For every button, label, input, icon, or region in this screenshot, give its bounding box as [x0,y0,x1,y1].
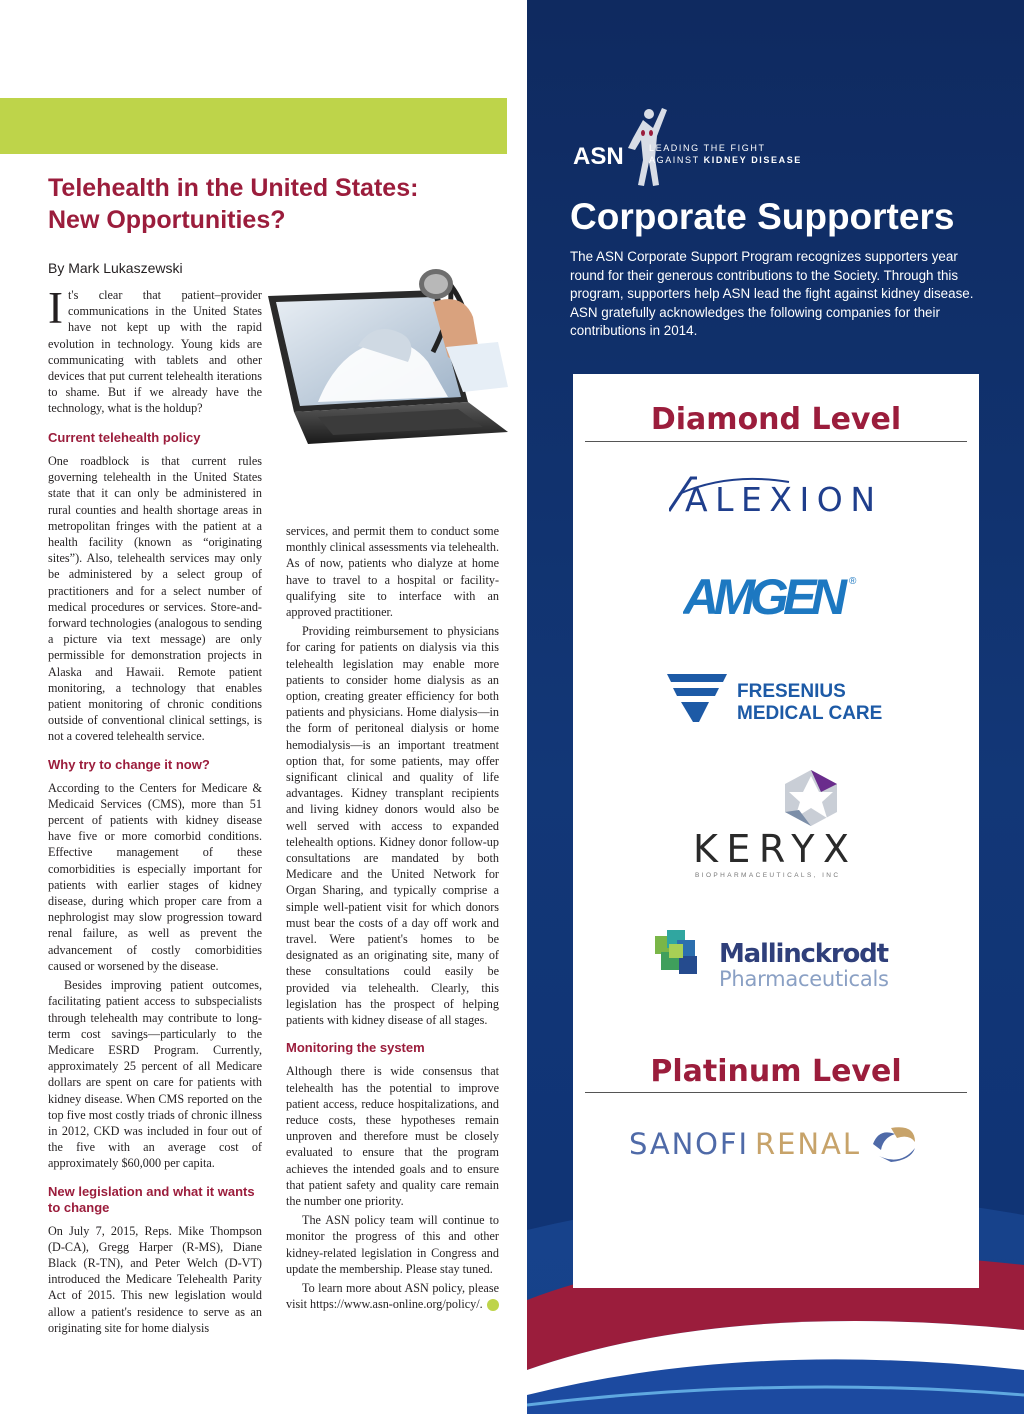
drop-cap: I [48,283,63,333]
platinum-level-heading: Platinum Level [650,1054,902,1089]
amgen-logo [683,566,863,626]
paragraph-col2-1: services, and permit them to conduct some monthly clinical assessments via telehealth. As of now, patients who dialyze at home have to travel to a hospital or facility-qualifying site to interface with an approved practitioner. [286,524,499,620]
article-column-2 [286,523,499,1312]
section-heading-current-policy: Current telehealth policy [48,430,201,445]
keryx-logo [691,770,861,882]
alexion-wordmark: ALEXION [685,480,875,514]
platinum-divider [585,1092,967,1093]
section-heading-monitoring: Monitoring the system [286,1040,425,1056]
sponsor-logos-panel [573,374,979,1288]
mallinckrodt-line-2: Pharmaceuticals [719,967,889,990]
article-intro [48,283,262,417]
article-title-line-2: New Opportunities? [48,206,286,234]
diamond-level-heading: Diamond Level [650,402,902,437]
article-title-line-1: Telehealth in the United States: [48,174,419,202]
paragraph-why-2: Besides improving patient outcomes, facilitating patient access to subspecialists through telehealth may contribute to long-term cost savings—particularly to the Medicare ESRD Program. Currently, approximately 25 percent of all Medicare dollars are spent on care for patients with kidney disease. When CMS reported on the top five most costly triads of chronic illness in 2012, CKD was included in four out of the five with an average cost of approximately $60,000 per capita. [48,978,262,1171]
article-column-1 [48,430,262,1336]
end-mark-icon [487,1299,499,1311]
header-color-bar [0,98,507,154]
sidebar-description: The ASN Corporate Support Program recognizes supporters year round for their generous contributions to the Society. Through this program, supporters help ASN lead the fight against kidney disease. ASN gratefully acknowledges the following companies for their contributions in 2014. [570,249,974,338]
diamond-divider [585,441,967,442]
paragraph-monitoring-3 [286,1280,499,1312]
paragraph-current-policy: One roadblock is that current rules governing telehealth in the United States state that it can only be administered in rural counties and health shortage areas in metropolitan fringes with the patient at a health facility (known as “originating sites”). Also, telehealth services may only be administered by a select group of practitioners and for a select number of medical procedures or services. Store-and-forward technologies (analogous to sending a picture via text message) are only permissible for demonstration projects in Alaska and Hawaii. Remote patient monitoring, a technology that enables patient monitoring of chronic conditions outside of conventional clinical settings, is not a covered telehealth service. [48,454,262,744]
section-heading-new-legislation: New legislation and what it wants to change [48,1183,255,1215]
sanofi-renal-logo [629,1122,929,1166]
fresenius-logo [667,674,907,726]
paragraph-monitoring-1: Although there is wide consensus that telehealth has the potential to improve patient access, reduce hospitalizations, and reduce costs, these hypotheses remain unproven and therefore must be closely evaluated to ensure that the program achieves the intended goals and to ensure that patient safety and quality care remain the number one priority. [286,1064,499,1208]
intro-paragraph: t's clear that patient–provider communications in the United States have not kept up with the rapid evolution in technology. Young kids are communicating with tablets and other devices that put current telehealth iterations to shame. But if we already have the technology, what is the holdup? [48,288,262,416]
keryx-subtitle: BIOPHARMACEUTICALS, INC [695,872,841,879]
sidebar-title: Corporate Supporters [570,196,955,237]
section-heading-why-change: Why try to change it now? [48,756,210,772]
paragraph-monitoring-2: The ASN policy team will continue to monitor the progress of this and other kidney-related legislation in Congress and update the membership. Please stay tuned. [286,1213,499,1276]
policy-link-text: To learn more about ASN policy, please visit https://www.asn-online.org/policy/. [286,1280,499,1312]
asn-tagline [649,142,802,166]
sanofi-wordmark: SANOFI [629,1127,747,1161]
tagline-bold: KIDNEY DISEASE [703,155,802,165]
keryx-wordmark: KERYX [693,827,849,871]
byline: By Mark Lukaszewski [48,260,183,276]
fresenius-line-1: FRESENIUS [737,681,846,702]
renal-wordmark: RENAL [755,1127,859,1161]
asn-wordmark: ASN [573,143,624,170]
fresenius-line-2: MEDICAL CARE [737,703,883,724]
article-title [48,172,488,236]
corporate-supporters-sidebar [527,0,1024,1414]
amgen-registered-mark: ® [849,576,857,587]
tagline-prefix: AGAINST [649,155,704,165]
mallinckrodt-logo [653,926,903,990]
amgen-wordmark: AMGEN [683,569,847,625]
alexion-logo [669,474,879,514]
laptop-doctor-image [258,262,510,462]
mallinckrodt-line-1: Mallinckrodt [719,939,889,969]
paragraph-new-legislation: On July 7, 2015, Reps. Mike Thompson (D-CA), Gregg Harper (R-MS), Diane Black (R-TN), and Peter Welch (D-VT) introduced the Medicare Telehealth Parity Act of 2015. This new legislation would allow a patient's residence to serve as an originating site for home dialysis [48,1223,262,1335]
paragraph-why-1: According to the Centers for Medicare & Medicaid Services (CMS), more than 51 percent of patients with kidney disease have five or more comorbid conditions. Effective management of these comorbidities is especially important for patients with earlier stages of kidney disease, during which proper care from a nephrologist may slow progression toward renal failure, as well as prevent the advancement of costly comorbidities caused or worsened by the disease. [48,780,262,973]
tagline-line-1: LEADING THE FIGHT [649,143,766,153]
paragraph-col2-2: Providing reimbursement to physicians for caring for patients on dialysis via this telehealth legislation may enable more patients to consider home dialysis as an option, creating greater efficiency for both patients and physicians. Home dialysis—in the form of peritoneal dialysis or home hemodialysis—is an important treatment option that, for some patients, may offer significant clinical and quality of life advantages. Kidney transplant recipients and living kidney donors would also be well served with access to expanded telehealth options. Kidney donor follow-up consultations are mandated by both Medicare and the United Network for Organ Sharing, and typically comprise a simple well-patient visit for which donors must bear the costs of a day off work and travel. Were patient's homes to be designated as an originating site, many of these consultations could easily be provided via telehealth. Clearly, this legislation has the prospect of helping patients with kidney disease of all stages. [286,624,499,1028]
